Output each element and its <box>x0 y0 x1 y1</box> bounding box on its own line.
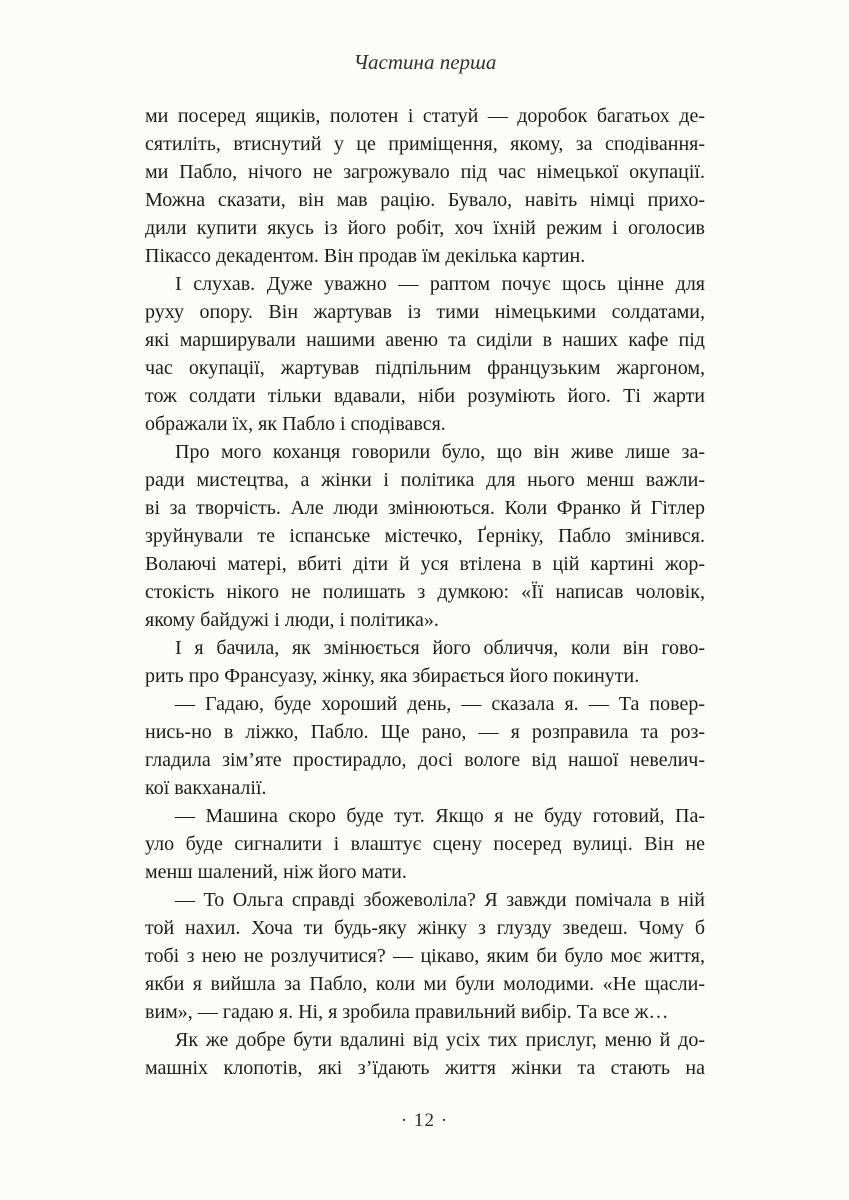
text-line: рить про Франсуазу, жінку, яка збирається його покинути. <box>145 665 640 687</box>
text-line: — Гадаю, буде хороший день, — сказала я. — Та повер- <box>175 693 705 715</box>
text-line: стокість нікого не полишать з думкою: «Її написав чоловік, <box>145 581 705 603</box>
text-line: які марширували нашими авеню та сиділи в наших кафе під <box>145 329 705 351</box>
text-line: зруйнували те іспанське містечко, Ґерніку, Пабло змінився. <box>145 525 705 547</box>
text-line: вим», — гадаю я. Ні, я зробила правильний вибір. Та все ж… <box>145 1001 669 1023</box>
text-line: дили купити якусь із його робіт, хоч їхній режим і оголосив <box>145 217 705 239</box>
text-line: Про мого коханця говорили було, що він живе лише за- <box>175 441 705 463</box>
text-line: час окупації, жартував підпільним французьким жаргоном, <box>145 357 705 379</box>
paragraph <box>145 102 705 270</box>
text-line: сятиліть, втиснутий у це приміщення, якому, за сподівання- <box>145 133 705 155</box>
text-line: — То Ольга справді збожеволіла? Я завжди помічала в ній <box>175 889 705 911</box>
text-line: той нахил. Хоча ти будь-яку жінку з глузду зведеш. Чому б <box>145 917 705 939</box>
text-line: Можна сказати, він мав рацію. Бувало, навіть німці прихо- <box>145 189 705 211</box>
text-line: Як же добре бути вдалині від усіх тих прислуг, меню й до- <box>175 1029 705 1051</box>
text-line: тож солдати тільки вдавали, ніби розуміють його. Ті жарти <box>145 385 705 407</box>
text-line: І слухав. Дуже уважно — раптом почує щось цінне для <box>175 273 705 295</box>
running-header: Частина перша <box>353 50 497 74</box>
paragraph <box>145 886 705 1026</box>
text-line: уло буде сигналити і влаштує сцену посеред вулиці. Він не <box>145 833 705 855</box>
text-line: гладила зім’яте простирадло, досі вологе від нашої невелич- <box>145 749 705 771</box>
text-line: ві за творчість. Але люди змінюються. Коли Франко й Гітлер <box>145 497 705 519</box>
text-line: тобі з нею не розлучитися? — цікаво, яким би було моє життя, <box>145 945 705 967</box>
text-line: І я бачила, як змінюється його обличчя, коли він гово- <box>175 637 705 659</box>
paragraph <box>145 270 705 438</box>
text-line: Пікассо декадентом. Він продав їм декілька картин. <box>145 245 586 267</box>
paragraph <box>145 634 705 690</box>
body-text <box>145 102 705 1082</box>
text-line: кої вакханалії. <box>145 777 267 799</box>
paragraph <box>145 438 705 634</box>
page-number: · 12 · <box>400 1110 449 1131</box>
text-line: якому байдужі і люди, і політика». <box>145 609 439 631</box>
text-line: якби я вийшла за Пабло, коли ми були молодими. «Не щасли- <box>145 973 705 995</box>
text-line: ми посеред ящиків, полотен і статуй — доробок багатьох де- <box>145 105 705 127</box>
text-line: ображали їх, як Пабло і сподівався. <box>145 413 446 435</box>
paragraph <box>145 690 705 802</box>
text-line: руху опору. Він жартував із тими німецькими солдатами, <box>145 301 705 323</box>
text-line: ради мистецтва, а жінки і політика для нього менш важли- <box>145 469 705 491</box>
text-line: — Машина скоро буде тут. Якщо я не буду готовий, Па- <box>175 805 705 827</box>
paragraph <box>145 1026 705 1082</box>
text-line: менш шалений, ніж його мати. <box>145 861 407 883</box>
text-line: ми Пабло, нічого не загрожувало під час німецької окупації. <box>145 161 705 183</box>
paragraph <box>145 802 705 886</box>
text-line: нись-но в ліжко, Пабло. Ще рано, — я розправила та роз- <box>145 721 705 743</box>
text-line: Волаючі матері, вбиті діти й уся втілена в цій картині жор- <box>145 553 705 575</box>
text-line: машніх клопотів, які з’їдають життя жінки та стають на <box>145 1057 705 1079</box>
